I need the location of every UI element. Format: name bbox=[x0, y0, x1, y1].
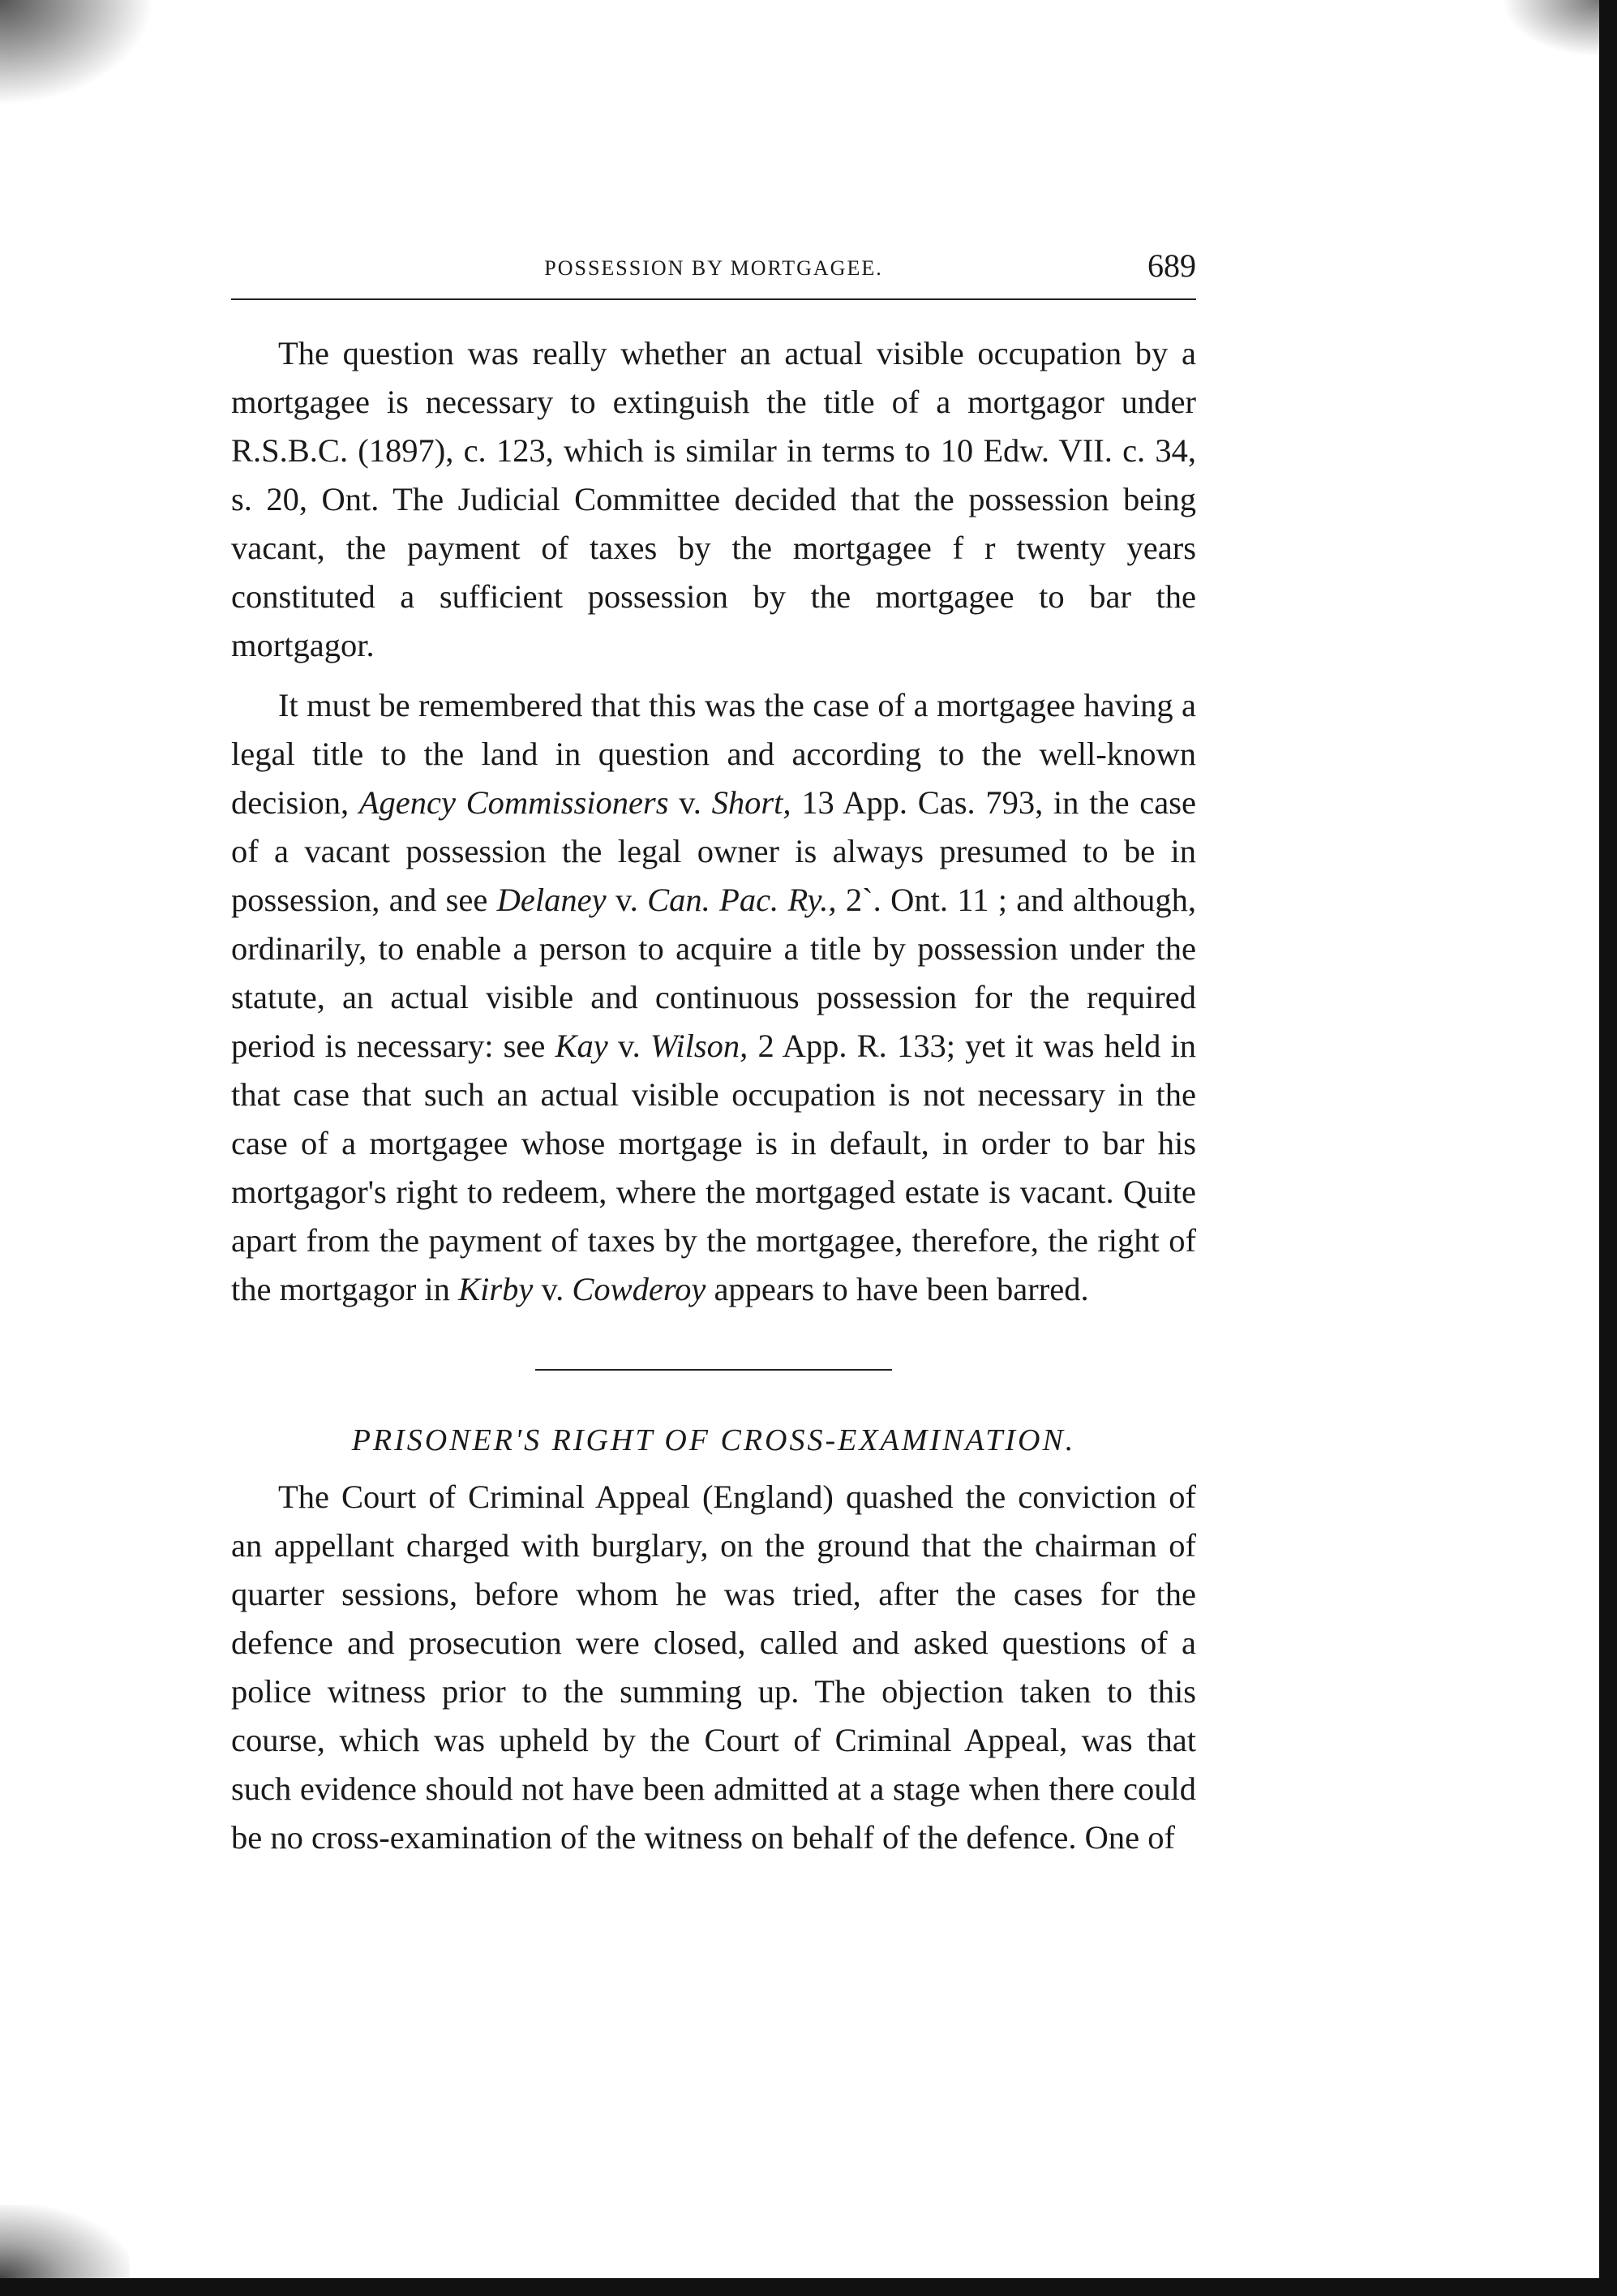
running-title: POSSESSION BY MORTGAGEE. bbox=[544, 256, 883, 280]
text-run: 2 App. R. 133; yet it was held in that case that such an actual visible occupation is not necessary in the case of a mortgagee whose mortgage is in default, in order to bar his mortgagor's right to redeem, where the mortgaged estate is vacant. Quite apart from the payment of taxes by the mortgagee, therefore, the right of the mortgagor in bbox=[231, 1028, 1197, 1307]
running-header bbox=[231, 243, 1196, 292]
text-run: v. bbox=[533, 1271, 573, 1307]
header-rule bbox=[231, 298, 1196, 300]
section-title: PRISONER'S RIGHT OF CROSS-EXAMINATION. bbox=[351, 1423, 1076, 1457]
case-name: Wilson, bbox=[650, 1028, 748, 1064]
text-run: 13 App. Cas. 793, in the case of a vacant possession the legal owner is always presumed to be in possession, and see bbox=[231, 784, 1196, 918]
paragraph-criminal-appeal: The Court of Criminal Appeal (England) quashed the conviction of an appellant charged with burglary, on the ground that the chairman of quarter sessions, before whom he was tried, after the cases for the defence and prosecution were closed, called and asked questions of a police witness prior to the summing up. The objection taken to this course, which was upheld by the Court of Criminal Appeal, was that such evidence should not have been admitted at a stage when there could be no cross-examination of the witness on behalf of the defence. One of bbox=[231, 1478, 1196, 1856]
scan-shadow-top-right bbox=[1502, 0, 1599, 57]
text-run: appears to have been barred. bbox=[706, 1271, 1089, 1307]
paragraph-mortgagee-occupation: The question was really whether an actual visible occupation by a mortgagee is necessary to extinguish the title of a mortgagor under R.S.B.C. (1897), c. 123, which is similar in terms to 10 Edw. VII. c. 34, s. 20, Ont. The Judicial Committee decided that the possession being vacant, the payment of taxes by the mortgagee f r twenty years constituted a sufficient possession by the mortgagee to bar the mortgagor. bbox=[231, 335, 1196, 663]
paragraph-legal-title bbox=[231, 681, 1196, 1314]
text-run: 2`. Ont. 11 ; and although, ordinarily, to enable a person to acquire a title by possession under the statute, an actual visible and continuous possession for the required period is necessary: see bbox=[231, 882, 1196, 1064]
scan-shadow-bottom-left bbox=[0, 2205, 130, 2278]
text-run: v. bbox=[668, 784, 712, 821]
scan-shadow-top-left bbox=[0, 0, 154, 105]
text-run: v. bbox=[607, 1028, 650, 1064]
scan-border-right bbox=[1599, 0, 1617, 2296]
case-name: Can. Pac. Ry., bbox=[647, 882, 837, 918]
page-number: 689 bbox=[1147, 247, 1196, 284]
book-page bbox=[231, 243, 1196, 1873]
case-name: Cowderoy bbox=[572, 1271, 706, 1307]
case-name: Delaney bbox=[496, 882, 607, 918]
text-run: v. bbox=[606, 882, 648, 918]
case-name: Agency Commissioners bbox=[358, 784, 669, 821]
text-run: It must be remembered that this was the case of a mortgagee having a legal title to the land in question and according to the well-known decision, bbox=[231, 687, 1196, 821]
section-divider bbox=[535, 1369, 892, 1371]
case-name: Kay bbox=[555, 1028, 608, 1064]
scan-border-bottom bbox=[0, 2278, 1617, 2296]
case-name: Short, bbox=[711, 784, 791, 821]
case-name: Kirby bbox=[458, 1271, 534, 1307]
